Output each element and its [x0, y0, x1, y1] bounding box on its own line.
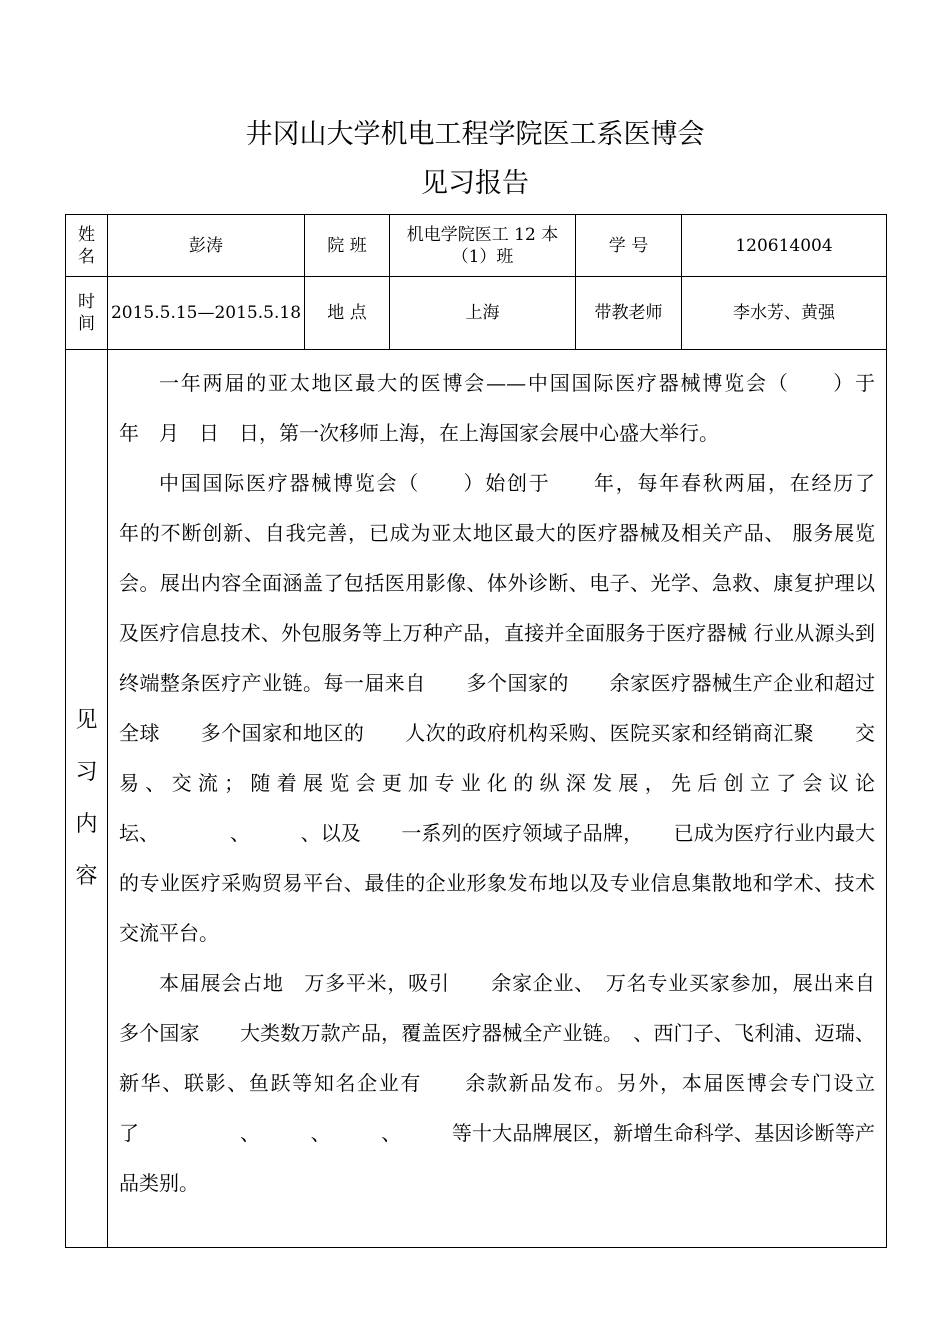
place-value: 上海: [390, 277, 576, 350]
time-value: 2015.5.15—2015.5.18: [108, 277, 305, 350]
content-label-char: 容: [75, 863, 98, 889]
id-label: 学 号: [576, 215, 682, 277]
class-value: [390, 215, 576, 277]
content-label-char: 内: [75, 811, 98, 837]
time-label: [66, 277, 108, 350]
content-label-char: 见: [75, 707, 98, 733]
name-label-text: 姓名: [78, 224, 95, 267]
report-title: 井冈山大学机电工程学院医工系医博会: [245, 119, 705, 150]
time-label-text: 时间: [78, 292, 95, 334]
info-row-2: [66, 277, 887, 350]
class-value-text: 机电学院医工 12 本（1）班: [406, 224, 559, 267]
class-label: 院 班: [305, 215, 390, 277]
report-table: [65, 214, 915, 1248]
paragraph: 中国国际医疗器械博览会（ ）始创于 年，每年春秋两届，在经历了 年的不断创新、自我完善，已成为亚太地区最大的医疗器械及相关产品、 服务展览会。展出内容全面涵盖了包括医用影像、体外诊断、电子、光学、急救、康复护理以及医疗信息技术、外包服务等上万种产品，直接并全面服务于医疗器械 行业从源头到终端整条医疗产业链。每一届来自 多个国家的 余家医疗器械生产企业和超过全球 多个国家和地区的 人次的政府机构采购、医院买家和经销商汇聚 交易、交流；随着展览会更加专业化的纵深发展，先后创立了会议论坛、 、 、以及 一系列的医疗领域子品牌， 已成为医疗行业内最大的专业医疗采购贸易平台、最佳的企业形象发布地以及专业信息集散地和学术、技术交流平台。: [119, 471, 915, 945]
content-row: [66, 350, 887, 1248]
teacher-label: 带教老师: [576, 277, 682, 350]
name-label: [66, 215, 108, 277]
paragraph: 一年两届的亚太地区最大的医博会——中国国际医疗器械博览会（ ）于 年 月 日 日，第一次移师上海，在上海国家会展中心盛大举行。: [119, 371, 915, 445]
content-label-char: 习: [75, 759, 98, 785]
report-subtitle: 见习报告: [421, 168, 529, 199]
content-label-cell: [66, 350, 108, 1248]
info-row-1: [66, 215, 887, 277]
id-value: 120614004: [682, 215, 887, 277]
name-value: 彭涛: [108, 215, 305, 277]
place-label: 地 点: [305, 277, 390, 350]
content-label: [66, 707, 107, 889]
teacher-value: 李水芳、黄强: [682, 277, 887, 350]
content-cell: [108, 350, 915, 1248]
content-body: [108, 350, 915, 1214]
paragraph: 本届展会占地 万多平米，吸引 余家企业、 万名专业买家参加，展出来自 多个国家 大类数万款产品，覆盖医疗器械全产业链。 、西门子、飞利浦、迈瑞、新华、联影、鱼跃等知名企业有 余款新品发布。另外，本届医博会专门设立了 、 、 、 等十大品牌展区，新增生命科学、基因诊断等产品类别。: [119, 971, 915, 1195]
